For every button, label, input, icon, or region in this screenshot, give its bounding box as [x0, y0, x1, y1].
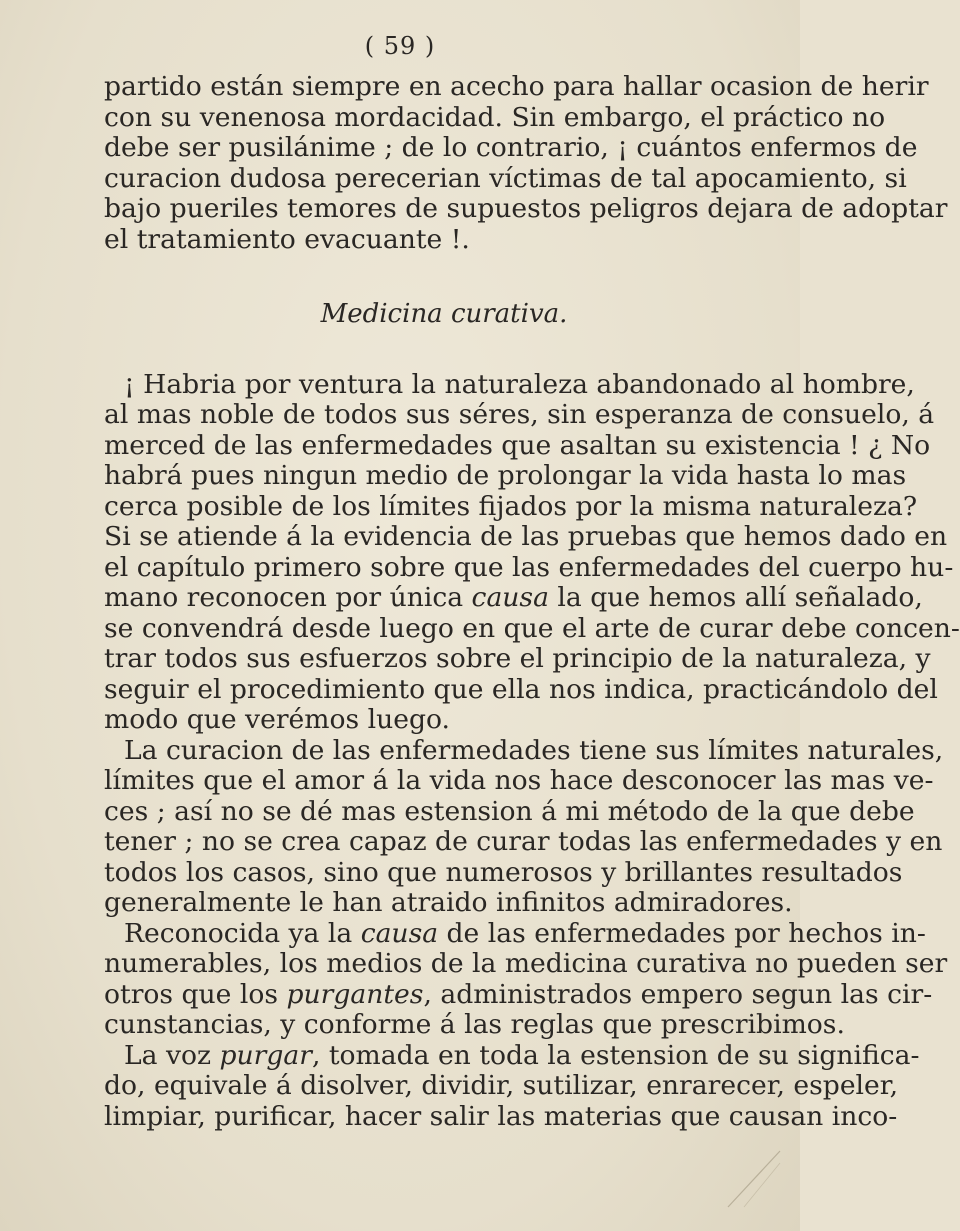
text-line: cunstancias, y conforme á las reglas que prescribimos.	[104, 1009, 845, 1040]
text-line: partido están siempre en acecho para hallar ocasion de herir	[104, 71, 929, 102]
page-crease-mark	[722, 1149, 782, 1209]
text-line: otros que los purgantes, administrados empero segun las cir-	[104, 978, 933, 1010]
paragraph	[104, 917, 948, 1041]
text-line: bajo pueriles temores de supuestos peligros dejara de adoptar	[104, 193, 948, 224]
text-line: La voz purgar, tomada en toda la estension de su significa-	[124, 1039, 920, 1071]
text-line: habrá pues ningun medio de prolongar la vida hasta lo mas	[104, 460, 907, 491]
text-line: seguir el procedimiento que ella nos indica, practicándolo del	[104, 673, 938, 705]
paragraph	[104, 1039, 920, 1133]
text-line: límites que el amor á la vida nos hace desconocer las mas ve-	[104, 765, 934, 796]
text-line: curacion dudosa perecerian víctimas de tal apocamiento, si	[104, 162, 907, 194]
page-body-text	[104, 71, 960, 1132]
text-line: el capítulo primero sobre que las enfermedades del cuerpo hu-	[104, 551, 954, 583]
text-line: merced de las enfermedades que asaltan su existencia ! ¿ No	[104, 429, 931, 461]
paragraph	[104, 734, 944, 919]
text-line: generalmente le han atraido infinitos admiradores.	[104, 887, 793, 918]
section-heading: Medicina curativa.	[320, 299, 568, 329]
text-line: La curacion de las enfermedades tiene sus límites naturales,	[124, 734, 944, 766]
text-line: tener ; no se crea capaz de curar todas las enfermedades y en	[104, 826, 943, 857]
text-line: con su venenosa mordacidad. Sin embargo, el práctico no	[104, 101, 886, 133]
text-line: debe ser pusilánime ; de lo contrario, ¡ cuántos enfermos de	[104, 132, 918, 163]
text-line: mano reconocen por única causa la que hemos allí señalado,	[104, 582, 923, 613]
text-line: do, equivale á disolver, dividir, sutilizar, enrarecer, espeler,	[104, 1070, 899, 1101]
text-line: numerables, los medios de la medicina curativa no pueden ser	[104, 948, 948, 979]
text-line: todos los casos, sino que numerosos y brillantes resultados	[104, 856, 903, 888]
text-line: al mas noble de todos sus séres, sin esperanza de consuelo, á	[104, 399, 935, 430]
text-line: limpiar, purificar, hacer salir las materias que causan inco-	[104, 1100, 898, 1132]
paragraph	[104, 368, 960, 736]
text-line: el tratamiento evacuante !.	[104, 223, 470, 255]
text-line: Si se atiende á la evidencia de las pruebas que hemos dado en	[104, 521, 948, 552]
text-line: se convendrá desde luego en que el arte de curar debe concen-	[104, 612, 960, 644]
text-line: modo que verémos luego.	[104, 704, 450, 735]
page-number: ( 59 )	[364, 32, 436, 60]
text-line: cerca posible de los límites fijados por la misma naturaleza?	[104, 490, 918, 522]
text-line: ces ; así no se dé mas estension á mi método de la que debe	[104, 795, 915, 827]
text-line: Reconocida ya la causa de las enfermedades por hechos in-	[124, 917, 926, 949]
text-line: trar todos sus esfuerzos sobre el principio de la naturaleza, y	[104, 643, 931, 674]
paragraph	[104, 71, 948, 255]
text-line: ¡ Habria por ventura la naturaleza abandonado al hombre,	[124, 368, 915, 400]
